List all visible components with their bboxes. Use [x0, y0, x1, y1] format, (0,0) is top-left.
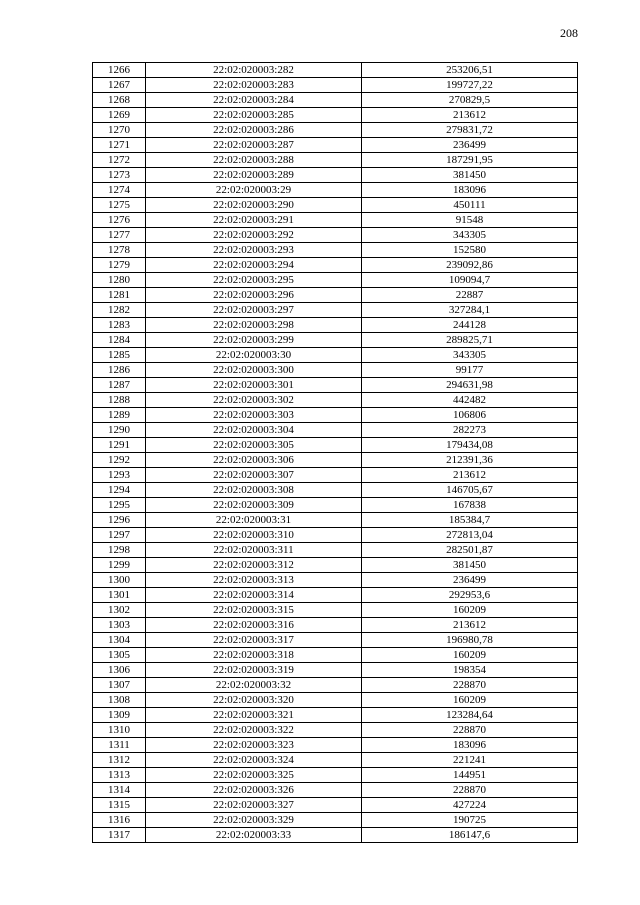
row-number-cell: 1273: [93, 168, 146, 183]
cadastral-number-cell: 22:02:020003:324: [146, 753, 362, 768]
table-body: [93, 63, 578, 843]
cadastral-number-cell: 22:02:020003:300: [146, 363, 362, 378]
value-cell: 253206,51: [362, 63, 578, 78]
row-number-cell: 1286: [93, 363, 146, 378]
value-cell: 427224: [362, 798, 578, 813]
cadastral-number-cell: 22:02:020003:315: [146, 603, 362, 618]
cadastral-number-cell: 22:02:020003:289: [146, 168, 362, 183]
value-cell: 183096: [362, 183, 578, 198]
cadastral-value-table: [92, 62, 578, 843]
cadastral-number-cell: 22:02:020003:295: [146, 273, 362, 288]
value-cell: 442482: [362, 393, 578, 408]
row-number-cell: 1309: [93, 708, 146, 723]
table-row: [93, 198, 578, 213]
table-row: [93, 498, 578, 513]
value-cell: 289825,71: [362, 333, 578, 348]
cadastral-number-cell: 22:02:020003:310: [146, 528, 362, 543]
value-cell: 167838: [362, 498, 578, 513]
row-number-cell: 1307: [93, 678, 146, 693]
table-row: [93, 618, 578, 633]
table-row: [93, 333, 578, 348]
row-number-cell: 1313: [93, 768, 146, 783]
table-row: [93, 153, 578, 168]
table-row: [93, 378, 578, 393]
table-row: [93, 63, 578, 78]
cadastral-number-cell: 22:02:020003:288: [146, 153, 362, 168]
cadastral-number-cell: 22:02:020003:329: [146, 813, 362, 828]
row-number-cell: 1296: [93, 513, 146, 528]
cadastral-number-cell: 22:02:020003:303: [146, 408, 362, 423]
cadastral-number-cell: 22:02:020003:294: [146, 258, 362, 273]
value-cell: 196980,78: [362, 633, 578, 648]
row-number-cell: 1302: [93, 603, 146, 618]
row-number-cell: 1304: [93, 633, 146, 648]
cadastral-number-cell: 22:02:020003:302: [146, 393, 362, 408]
cadastral-number-cell: 22:02:020003:287: [146, 138, 362, 153]
row-number-cell: 1268: [93, 93, 146, 108]
cadastral-number-cell: 22:02:020003:283: [146, 78, 362, 93]
cadastral-number-cell: 22:02:020003:299: [146, 333, 362, 348]
value-cell: 381450: [362, 558, 578, 573]
table-row: [93, 438, 578, 453]
table-row: [93, 138, 578, 153]
cadastral-number-cell: 22:02:020003:305: [146, 438, 362, 453]
row-number-cell: 1316: [93, 813, 146, 828]
table-row: [93, 183, 578, 198]
value-cell: 186147,6: [362, 828, 578, 843]
cadastral-number-cell: 22:02:020003:304: [146, 423, 362, 438]
row-number-cell: 1271: [93, 138, 146, 153]
table-row: [93, 453, 578, 468]
table-row: [93, 798, 578, 813]
value-cell: 160209: [362, 603, 578, 618]
value-cell: 179434,08: [362, 438, 578, 453]
value-cell: 236499: [362, 138, 578, 153]
value-cell: 270829,5: [362, 93, 578, 108]
cadastral-number-cell: 22:02:020003:321: [146, 708, 362, 723]
value-cell: 343305: [362, 228, 578, 243]
value-cell: 190725: [362, 813, 578, 828]
row-number-cell: 1294: [93, 483, 146, 498]
table-row: [93, 708, 578, 723]
row-number-cell: 1282: [93, 303, 146, 318]
value-cell: 213612: [362, 468, 578, 483]
value-cell: 228870: [362, 783, 578, 798]
value-cell: 228870: [362, 723, 578, 738]
cadastral-number-cell: 22:02:020003:316: [146, 618, 362, 633]
row-number-cell: 1312: [93, 753, 146, 768]
cadastral-number-cell: 22:02:020003:311: [146, 543, 362, 558]
row-number-cell: 1269: [93, 108, 146, 123]
row-number-cell: 1301: [93, 588, 146, 603]
table-row: [93, 93, 578, 108]
row-number-cell: 1295: [93, 498, 146, 513]
value-cell: 292953,6: [362, 588, 578, 603]
table-row: [93, 168, 578, 183]
cadastral-number-cell: 22:02:020003:30: [146, 348, 362, 363]
value-cell: 152580: [362, 243, 578, 258]
table-row: [93, 258, 578, 273]
value-cell: 99177: [362, 363, 578, 378]
table-row: [93, 363, 578, 378]
row-number-cell: 1311: [93, 738, 146, 753]
table-row: [93, 813, 578, 828]
table-row: [93, 573, 578, 588]
value-cell: 22887: [362, 288, 578, 303]
table-row: [93, 663, 578, 678]
table-row: [93, 468, 578, 483]
value-cell: 123284,64: [362, 708, 578, 723]
value-cell: 228870: [362, 678, 578, 693]
row-number-cell: 1272: [93, 153, 146, 168]
cadastral-number-cell: 22:02:020003:286: [146, 123, 362, 138]
value-cell: 91548: [362, 213, 578, 228]
table-row: [93, 693, 578, 708]
value-cell: 343305: [362, 348, 578, 363]
table-row: [93, 678, 578, 693]
value-cell: 146705,67: [362, 483, 578, 498]
table-row: [93, 738, 578, 753]
table-row: [93, 273, 578, 288]
value-cell: 185384,7: [362, 513, 578, 528]
cadastral-number-cell: 22:02:020003:285: [146, 108, 362, 123]
table-row: [93, 213, 578, 228]
value-cell: 160209: [362, 648, 578, 663]
value-cell: 450111: [362, 198, 578, 213]
cadastral-number-cell: 22:02:020003:291: [146, 213, 362, 228]
value-cell: 213612: [362, 108, 578, 123]
cadastral-number-cell: 22:02:020003:307: [146, 468, 362, 483]
table-row: [93, 828, 578, 843]
cadastral-number-cell: 22:02:020003:327: [146, 798, 362, 813]
row-number-cell: 1275: [93, 198, 146, 213]
cadastral-number-cell: 22:02:020003:318: [146, 648, 362, 663]
table-row: [93, 768, 578, 783]
cadastral-number-cell: 22:02:020003:314: [146, 588, 362, 603]
cadastral-number-cell: 22:02:020003:32: [146, 678, 362, 693]
table-row: [93, 393, 578, 408]
value-cell: 109094,7: [362, 273, 578, 288]
value-cell: 213612: [362, 618, 578, 633]
value-cell: 272813,04: [362, 528, 578, 543]
table-row: [93, 603, 578, 618]
cadastral-number-cell: 22:02:020003:317: [146, 633, 362, 648]
value-cell: 279831,72: [362, 123, 578, 138]
value-cell: 236499: [362, 573, 578, 588]
row-number-cell: 1278: [93, 243, 146, 258]
row-number-cell: 1299: [93, 558, 146, 573]
cadastral-number-cell: 22:02:020003:29: [146, 183, 362, 198]
cadastral-number-cell: 22:02:020003:308: [146, 483, 362, 498]
row-number-cell: 1306: [93, 663, 146, 678]
table-row: [93, 288, 578, 303]
cadastral-number-cell: 22:02:020003:312: [146, 558, 362, 573]
row-number-cell: 1314: [93, 783, 146, 798]
table-row: [93, 108, 578, 123]
cadastral-number-cell: 22:02:020003:296: [146, 288, 362, 303]
page-number: 208: [560, 26, 578, 40]
cadastral-number-cell: 22:02:020003:297: [146, 303, 362, 318]
table-row: [93, 303, 578, 318]
cadastral-number-cell: 22:02:020003:298: [146, 318, 362, 333]
row-number-cell: 1293: [93, 468, 146, 483]
row-number-cell: 1305: [93, 648, 146, 663]
table-row: [93, 633, 578, 648]
cadastral-number-cell: 22:02:020003:290: [146, 198, 362, 213]
row-number-cell: 1308: [93, 693, 146, 708]
row-number-cell: 1280: [93, 273, 146, 288]
cadastral-number-cell: 22:02:020003:323: [146, 738, 362, 753]
row-number-cell: 1284: [93, 333, 146, 348]
cadastral-number-cell: 22:02:020003:319: [146, 663, 362, 678]
row-number-cell: 1292: [93, 453, 146, 468]
value-cell: 282273: [362, 423, 578, 438]
table-row: [93, 228, 578, 243]
cadastral-number-cell: 22:02:020003:326: [146, 783, 362, 798]
table-row: [93, 483, 578, 498]
row-number-cell: 1283: [93, 318, 146, 333]
row-number-cell: 1285: [93, 348, 146, 363]
cadastral-number-cell: 22:02:020003:320: [146, 693, 362, 708]
table-row: [93, 558, 578, 573]
table-row: [93, 543, 578, 558]
row-number-cell: 1300: [93, 573, 146, 588]
value-cell: 294631,98: [362, 378, 578, 393]
row-number-cell: 1297: [93, 528, 146, 543]
row-number-cell: 1267: [93, 78, 146, 93]
row-number-cell: 1310: [93, 723, 146, 738]
value-cell: 160209: [362, 693, 578, 708]
table-row: [93, 528, 578, 543]
table-row: [93, 723, 578, 738]
cadastral-number-cell: 22:02:020003:292: [146, 228, 362, 243]
table-row: [93, 588, 578, 603]
table-row: [93, 513, 578, 528]
row-number-cell: 1276: [93, 213, 146, 228]
value-cell: 187291,95: [362, 153, 578, 168]
table-row: [93, 753, 578, 768]
row-number-cell: 1290: [93, 423, 146, 438]
row-number-cell: 1303: [93, 618, 146, 633]
cadastral-number-cell: 22:02:020003:31: [146, 513, 362, 528]
value-cell: 381450: [362, 168, 578, 183]
row-number-cell: 1274: [93, 183, 146, 198]
row-number-cell: 1266: [93, 63, 146, 78]
table-row: [93, 648, 578, 663]
row-number-cell: 1315: [93, 798, 146, 813]
row-number-cell: 1317: [93, 828, 146, 843]
row-number-cell: 1298: [93, 543, 146, 558]
value-cell: 199727,22: [362, 78, 578, 93]
cadastral-number-cell: 22:02:020003:293: [146, 243, 362, 258]
row-number-cell: 1279: [93, 258, 146, 273]
cadastral-number-cell: 22:02:020003:282: [146, 63, 362, 78]
value-cell: 221241: [362, 753, 578, 768]
cadastral-number-cell: 22:02:020003:284: [146, 93, 362, 108]
row-number-cell: 1288: [93, 393, 146, 408]
table-row: [93, 318, 578, 333]
row-number-cell: 1281: [93, 288, 146, 303]
value-cell: 183096: [362, 738, 578, 753]
cadastral-number-cell: 22:02:020003:33: [146, 828, 362, 843]
cadastral-number-cell: 22:02:020003:306: [146, 453, 362, 468]
cadastral-number-cell: 22:02:020003:309: [146, 498, 362, 513]
table-row: [93, 423, 578, 438]
value-cell: 144951: [362, 768, 578, 783]
cadastral-number-cell: 22:02:020003:301: [146, 378, 362, 393]
table-row: [93, 123, 578, 138]
table-row: [93, 408, 578, 423]
table-row: [93, 243, 578, 258]
cadastral-number-cell: 22:02:020003:313: [146, 573, 362, 588]
row-number-cell: 1289: [93, 408, 146, 423]
row-number-cell: 1270: [93, 123, 146, 138]
value-cell: 327284,1: [362, 303, 578, 318]
cadastral-number-cell: 22:02:020003:325: [146, 768, 362, 783]
value-cell: 282501,87: [362, 543, 578, 558]
table-row: [93, 783, 578, 798]
value-cell: 198354: [362, 663, 578, 678]
table-row: [93, 348, 578, 363]
value-cell: 106806: [362, 408, 578, 423]
cadastral-number-cell: 22:02:020003:322: [146, 723, 362, 738]
row-number-cell: 1291: [93, 438, 146, 453]
row-number-cell: 1277: [93, 228, 146, 243]
row-number-cell: 1287: [93, 378, 146, 393]
value-cell: 244128: [362, 318, 578, 333]
value-cell: 212391,36: [362, 453, 578, 468]
table-row: [93, 78, 578, 93]
value-cell: 239092,86: [362, 258, 578, 273]
